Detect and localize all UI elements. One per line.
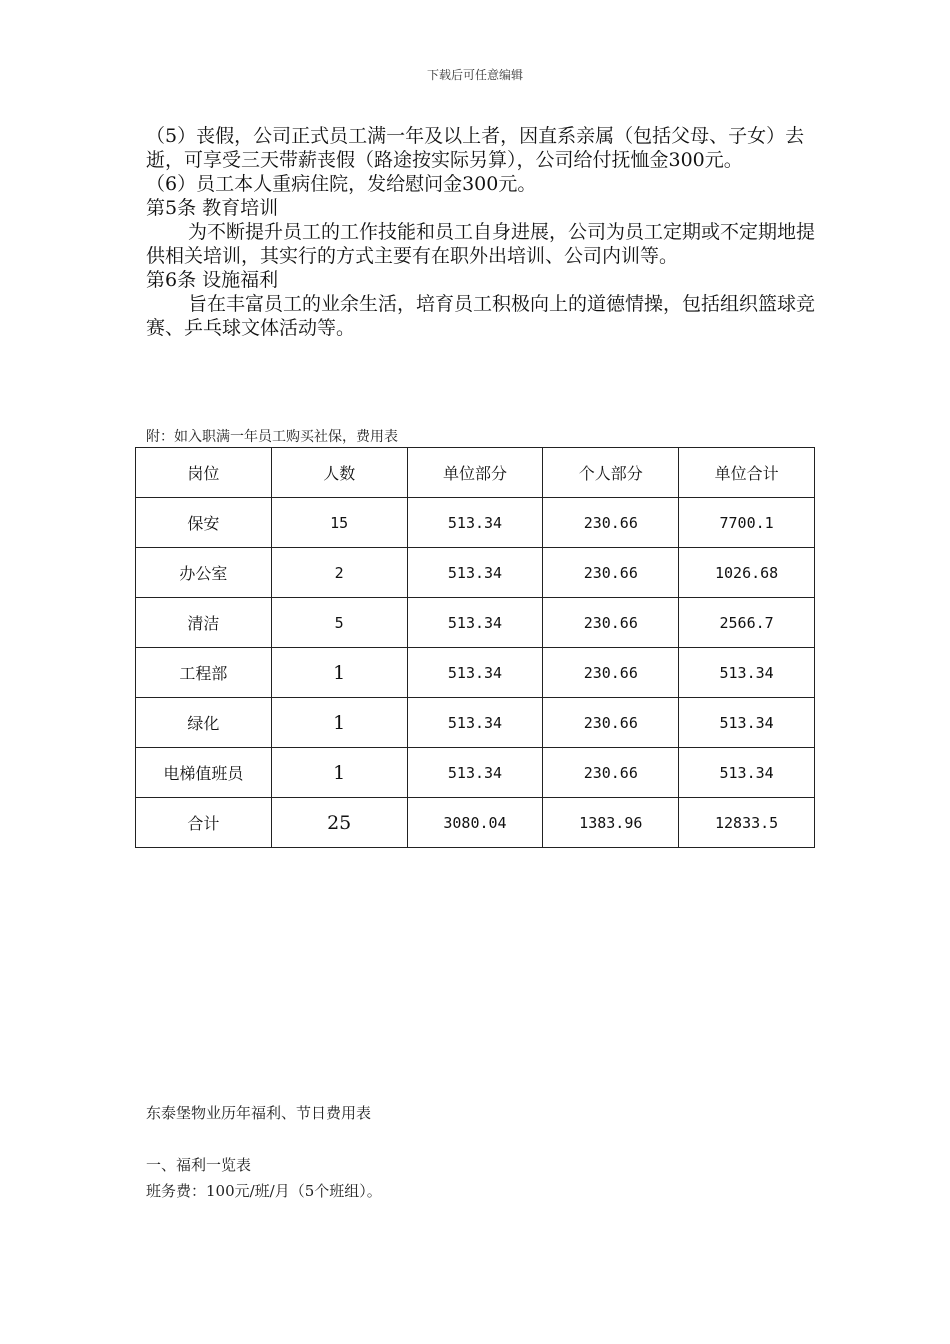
column-header-position: 岗位 — [136, 448, 272, 498]
page-header-note: 下载后可任意编辑 — [426, 68, 523, 82]
cell-headcount: 1 — [271, 648, 407, 698]
cell-headcount: 25 — [271, 798, 407, 848]
cell-personal-part: 230.66 — [543, 648, 679, 698]
cell-personal-part: 230.66 — [543, 548, 679, 598]
table-row — [136, 648, 815, 698]
cell-headcount: 2 — [271, 548, 407, 598]
cell-position: 绿化 — [136, 698, 272, 748]
cell-position: 工程部 — [136, 648, 272, 698]
cell-headcount: 5 — [271, 598, 407, 648]
cell-position: 电梯值班员 — [136, 748, 272, 798]
cell-position: 清洁 — [136, 598, 272, 648]
cell-company-total: 513.34 — [679, 648, 815, 698]
team-fee-line: 班务费：100元/班/月（5个班组）。 — [146, 1182, 382, 1200]
table-header-row — [136, 448, 815, 498]
cell-company-part: 513.34 — [407, 648, 543, 698]
cell-company-total: 7700.1 — [679, 498, 815, 548]
document-body — [146, 124, 826, 340]
cell-company-total: 1026.68 — [679, 548, 815, 598]
cell-position: 保安 — [136, 498, 272, 548]
table-row — [136, 548, 815, 598]
table-row — [136, 698, 815, 748]
column-header-company-total: 单位合计 — [679, 448, 815, 498]
cell-personal-part: 230.66 — [543, 598, 679, 648]
cell-headcount: 15 — [271, 498, 407, 548]
cell-position: 合计 — [136, 798, 272, 848]
cell-company-part: 513.34 — [407, 598, 543, 648]
benefits-overview-heading: 一、福利一览表 — [146, 1156, 252, 1174]
column-header-personal-part: 个人部分 — [543, 448, 679, 498]
paragraph-funeral-leave: （5）丧假，公司正式员工满一年及以上者，因直系亲属（包括父母、子女）去逝，可享受三天带薪丧假（路途按实际另算），公司给付抚恤金300元。 — [146, 125, 805, 171]
social-insurance-fee-table — [135, 447, 815, 848]
cell-company-total: 513.34 — [679, 698, 815, 748]
cell-company-part: 3080.04 — [407, 798, 543, 848]
paragraph-facilities: 旨在丰富员工的业余生活，培育员工积极向上的道德情操，包括组织篮球竞赛、乒乓球文体活动等。 — [146, 293, 816, 339]
cell-headcount: 1 — [271, 698, 407, 748]
table-row — [136, 748, 815, 798]
table-total-row — [136, 798, 815, 848]
benefits-fee-title: 东泰堡物业历年福利、节日费用表 — [146, 1104, 372, 1122]
paragraph-illness-allowance: （6）员工本人重病住院，发给慰问金300元。 — [146, 173, 537, 195]
cell-company-total: 2566.7 — [679, 598, 815, 648]
paragraph-training: 为不断提升员工的工作技能和员工自身进展，公司为员工定期或不定期地提供相关培训，其实行的方式主要有在职外出培训、公司内训等。 — [146, 221, 816, 267]
cell-company-total: 513.34 — [679, 748, 815, 798]
cell-company-part: 513.34 — [407, 498, 543, 548]
cell-company-total: 12833.5 — [679, 798, 815, 848]
cell-personal-part: 230.66 — [543, 498, 679, 548]
cell-company-part: 513.34 — [407, 548, 543, 598]
cell-personal-part: 230.66 — [543, 748, 679, 798]
cell-personal-part: 1383.96 — [543, 798, 679, 848]
cell-position: 办公室 — [136, 548, 272, 598]
table-row — [136, 598, 815, 648]
table-row — [136, 498, 815, 548]
article-6-heading: 第6条 设施福利 — [146, 269, 279, 291]
article-5-heading: 第5条 教育培训 — [146, 197, 279, 219]
column-header-company-part: 单位部分 — [407, 448, 543, 498]
cell-company-part: 513.34 — [407, 698, 543, 748]
table-caption: 附：如入职满一年员工购买社保，费用表 — [146, 429, 398, 445]
column-header-headcount: 人数 — [271, 448, 407, 498]
cell-company-part: 513.34 — [407, 748, 543, 798]
cell-personal-part: 230.66 — [543, 698, 679, 748]
cell-headcount: 1 — [271, 748, 407, 798]
